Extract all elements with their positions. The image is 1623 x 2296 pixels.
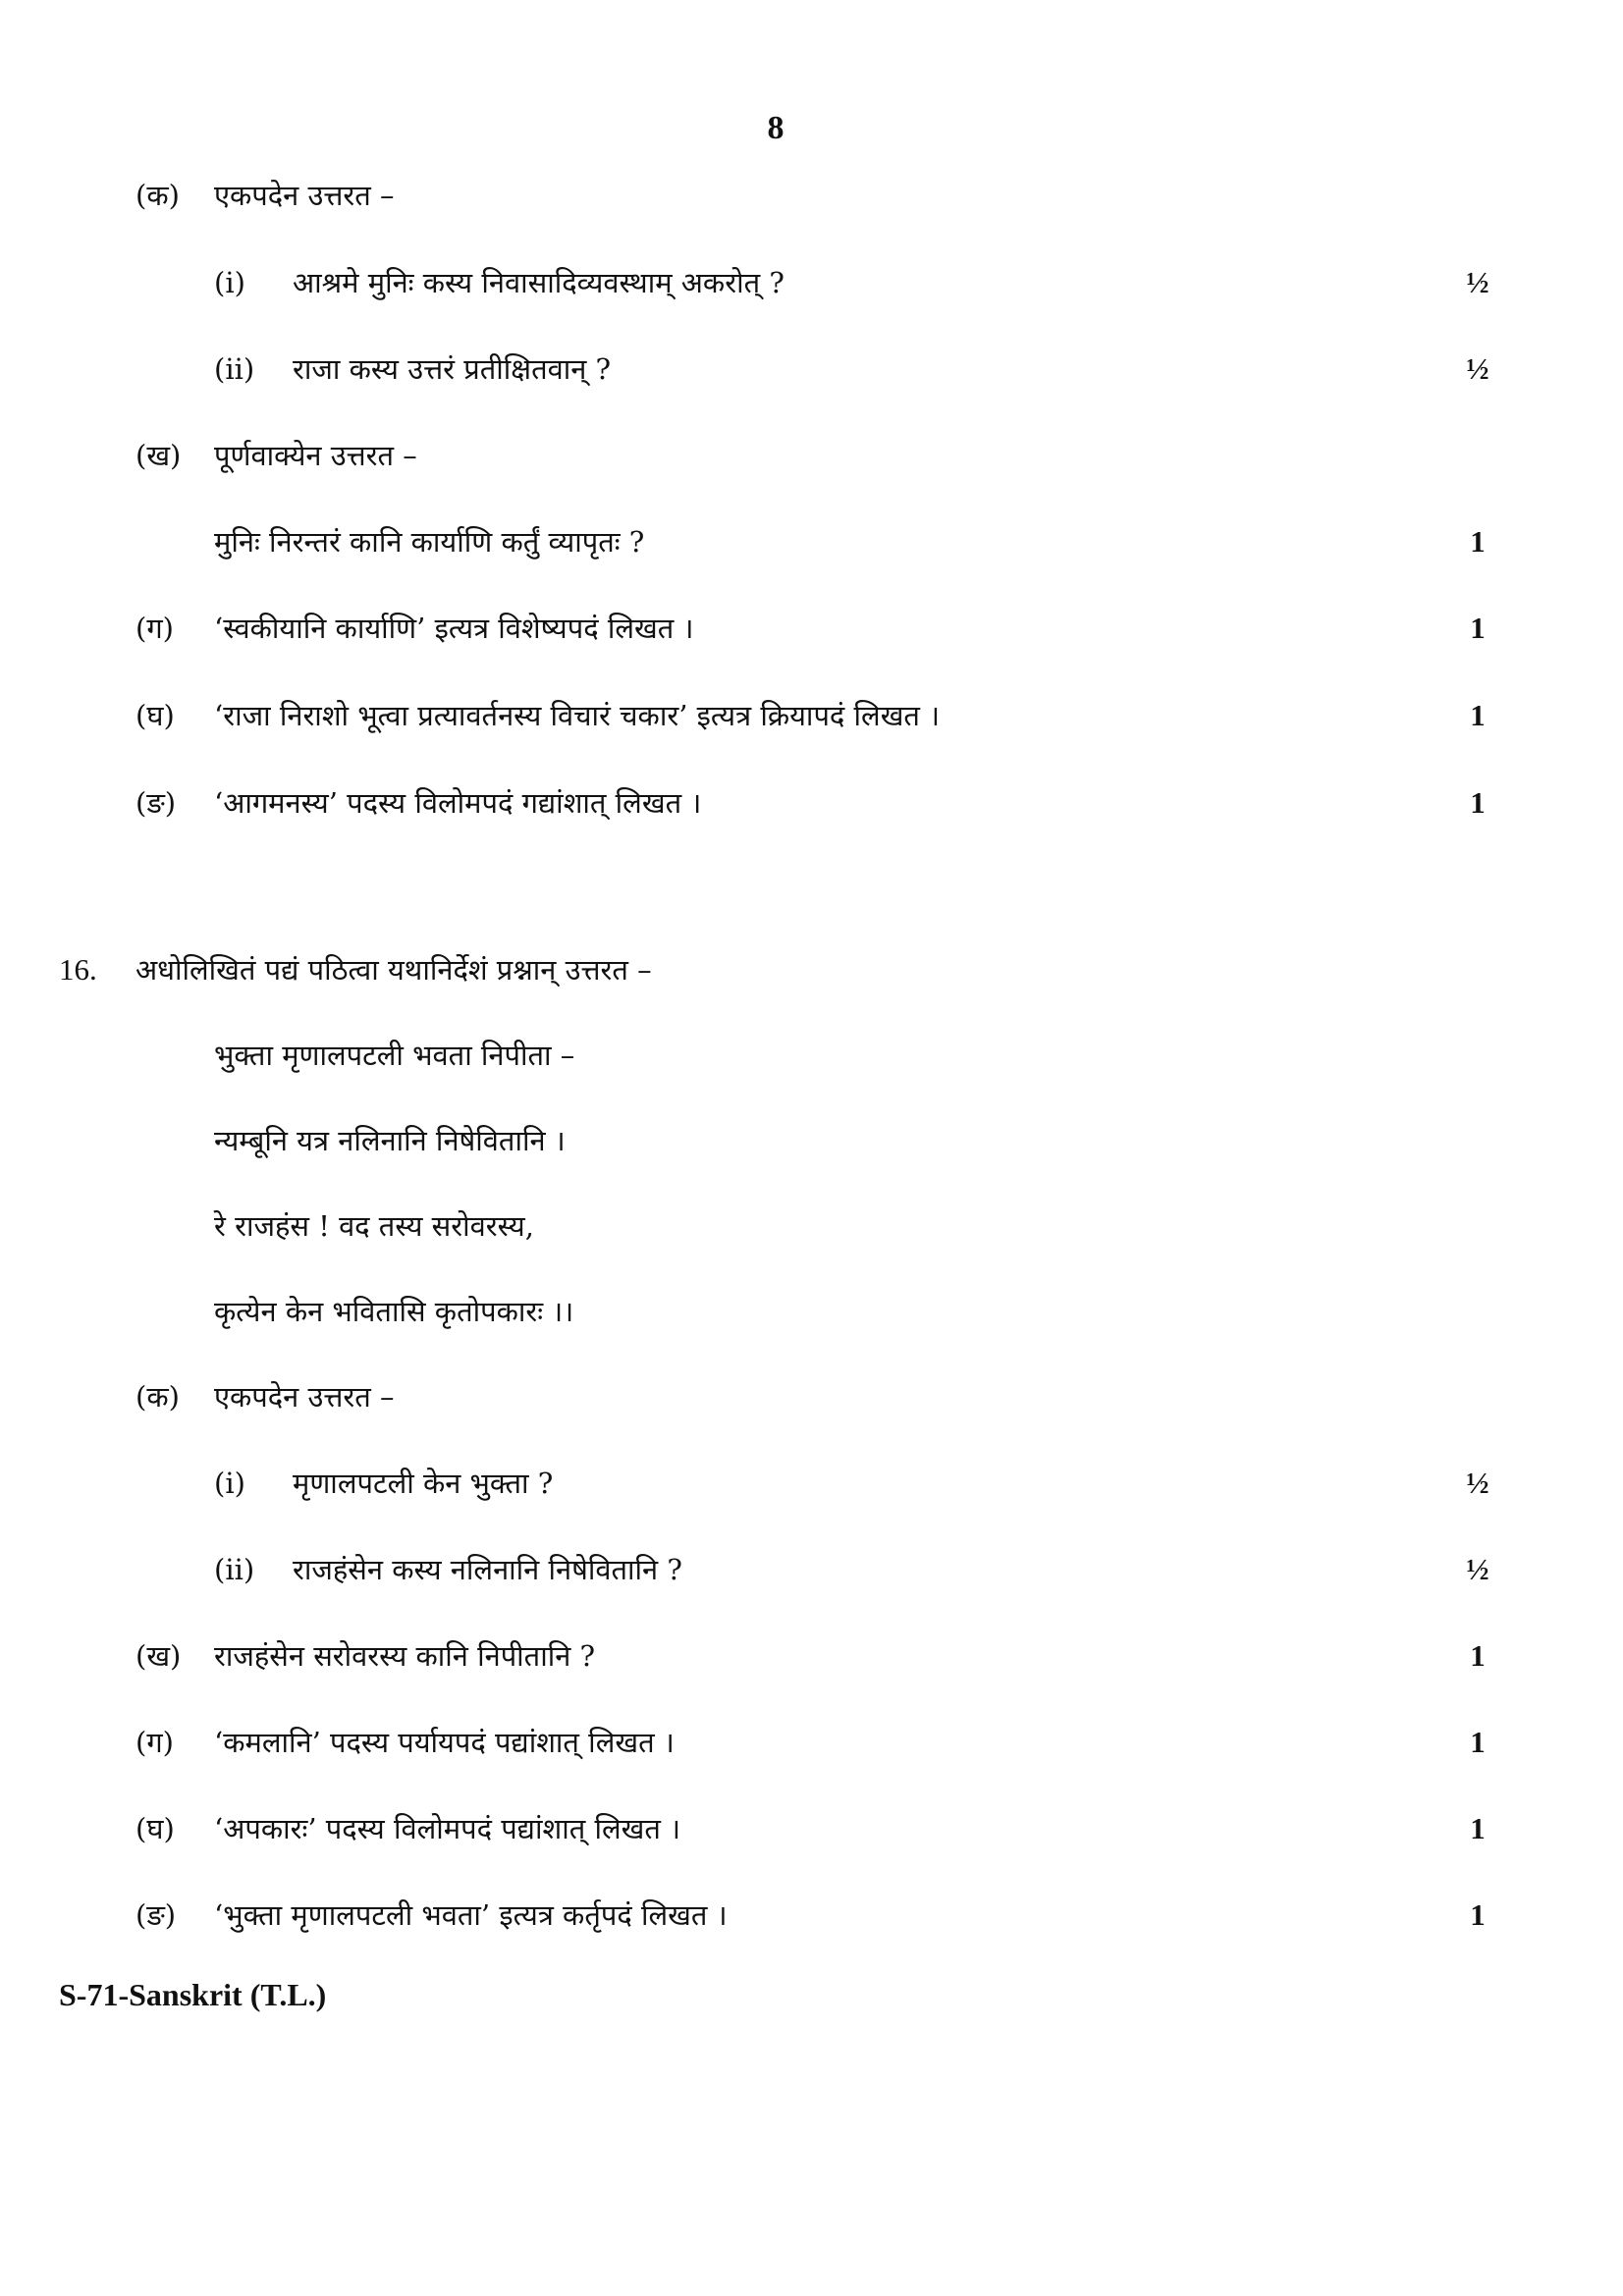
q16-sub-i xyxy=(0,1458,1623,1509)
q16-part-nga xyxy=(0,1890,1623,1941)
q16-number: 16. xyxy=(59,952,97,987)
q15-nga-marks: 1 xyxy=(1470,785,1486,820)
q15-ii-label: (ii) xyxy=(214,352,255,386)
q16-ka-text: एकपदेन उत्तरत – xyxy=(214,1380,395,1414)
q15-sub-ii xyxy=(0,344,1623,395)
verse-line xyxy=(0,1030,1623,1081)
q16-kha-text: राजहंसेन सरोवरस्य कानि निपीतानि ? xyxy=(214,1639,596,1673)
q16-kha-label: (ख) xyxy=(135,1639,182,1673)
q16-i-marks: ½ xyxy=(1466,1466,1489,1500)
q16-part-ka xyxy=(0,1371,1623,1422)
q15-ii-marks: ½ xyxy=(1466,351,1489,386)
verse-line xyxy=(0,1201,1623,1252)
q16-ka-label: (क) xyxy=(135,1380,180,1414)
q16-ii-text: राजहंसेन कस्य नलिनानि निषेवितानि ? xyxy=(293,1553,682,1586)
q15-part-nga xyxy=(0,777,1623,828)
q15-kha-question xyxy=(0,516,1623,567)
q15-part-ga xyxy=(0,603,1623,654)
q15-part-gha xyxy=(0,690,1623,741)
q15-kha-q-text: मुनिः निरन्तरं कानि कार्याणि कर्तुं व्यापृतः ? xyxy=(214,525,645,559)
q16-i-label: (i) xyxy=(214,1467,245,1500)
q15-kha-text: पूर्णवाक्येन उत्तरत – xyxy=(214,439,417,472)
q15-nga-text: ‘आगमनस्य’ पदस्य विलोमपदं गद्यांशात् लिखत । xyxy=(214,786,702,820)
q15-ii-text: राजा कस्य उत्तरं प्रतीक्षितवान् ? xyxy=(293,352,612,386)
q16-ga-marks: 1 xyxy=(1470,1725,1486,1759)
q16-nga-label: (ङ) xyxy=(135,1898,177,1932)
q15-i-text: आश्रमे मुनिः कस्य निवासादिव्यवस्थाम् अकरोत् ? xyxy=(293,266,784,299)
verse-line-1: भुक्ता मृणालपटली भवता निपीता – xyxy=(214,1039,575,1072)
q16-instruction: अधोलिखितं पद्यं पठित्वा यथानिर्देशं प्रश्नान् उत्तरत – xyxy=(135,953,652,987)
verse-line-3: रे राजहंस ! वद तस्य सरोवरस्य, xyxy=(214,1209,534,1243)
q16-part-gha xyxy=(0,1803,1623,1854)
q15-gha-text: ‘राजा निराशो भूत्वा प्रत्यावर्तनस्य विचारं चकार’ इत्यत्र क्रियापदं लिखत । xyxy=(214,699,941,732)
q16-gha-marks: 1 xyxy=(1470,1811,1486,1845)
q15-gha-marks: 1 xyxy=(1470,698,1486,732)
q15-ga-marks: 1 xyxy=(1470,611,1486,645)
q15-i-label: (i) xyxy=(214,266,245,299)
q16-header xyxy=(0,944,1623,995)
q16-i-text: मृणालपटली केन भुक्ता ? xyxy=(293,1467,554,1500)
verse-line-2: न्यम्बूनि यत्र नलिनानि निषेवितानि । xyxy=(214,1124,566,1157)
q16-ga-text: ‘कमलानि’ पदस्य पर्यायपदं पद्यांशात् लिखत । xyxy=(214,1726,675,1759)
q15-gha-label: (घ) xyxy=(135,699,175,732)
paper-code-footer: S-71-Sanskrit (T.L.) xyxy=(59,1977,327,2012)
verse-line-4: कृत्येन केन भवितासि कृतोपकारः ।। xyxy=(214,1295,574,1328)
q16-kha-marks: 1 xyxy=(1470,1638,1486,1673)
q15-sub-i xyxy=(0,257,1623,308)
q15-i-marks: ½ xyxy=(1466,265,1489,299)
q15-kha-label: (ख) xyxy=(135,439,182,472)
q16-ii-marks: ½ xyxy=(1466,1552,1489,1586)
q15-ga-text: ‘स्वकीयानि कार्याणि’ इत्यत्र विशेष्यपदं लिखत । xyxy=(214,612,694,645)
q16-nga-marks: 1 xyxy=(1470,1897,1486,1932)
q16-ga-label: (ग) xyxy=(135,1726,174,1759)
q16-part-kha xyxy=(0,1630,1623,1682)
q15-ka-text: एकपदेन उत्तरत – xyxy=(214,179,395,212)
page-number: 8 xyxy=(767,110,784,146)
q15-part-ka xyxy=(0,170,1623,221)
q16-nga-text: ‘भुक्ता मृणालपटली भवता’ इत्यत्र कर्तृपदं लिखत । xyxy=(214,1898,728,1932)
q15-part-kha xyxy=(0,430,1623,481)
q15-ka-label: (क) xyxy=(135,179,180,212)
q16-sub-ii xyxy=(0,1544,1623,1595)
q16-part-ga xyxy=(0,1717,1623,1768)
verse-line xyxy=(0,1115,1623,1166)
q15-kha-marks: 1 xyxy=(1470,524,1486,559)
q15-ga-label: (ग) xyxy=(135,612,174,645)
q16-gha-label: (घ) xyxy=(135,1812,175,1845)
q16-gha-text: ‘अपकारः’ पदस्य विलोमपदं पद्यांशात् लिखत । xyxy=(214,1812,681,1845)
q15-nga-label: (ङ) xyxy=(135,786,177,820)
verse-line xyxy=(0,1286,1623,1337)
q16-ii-label: (ii) xyxy=(214,1553,255,1586)
